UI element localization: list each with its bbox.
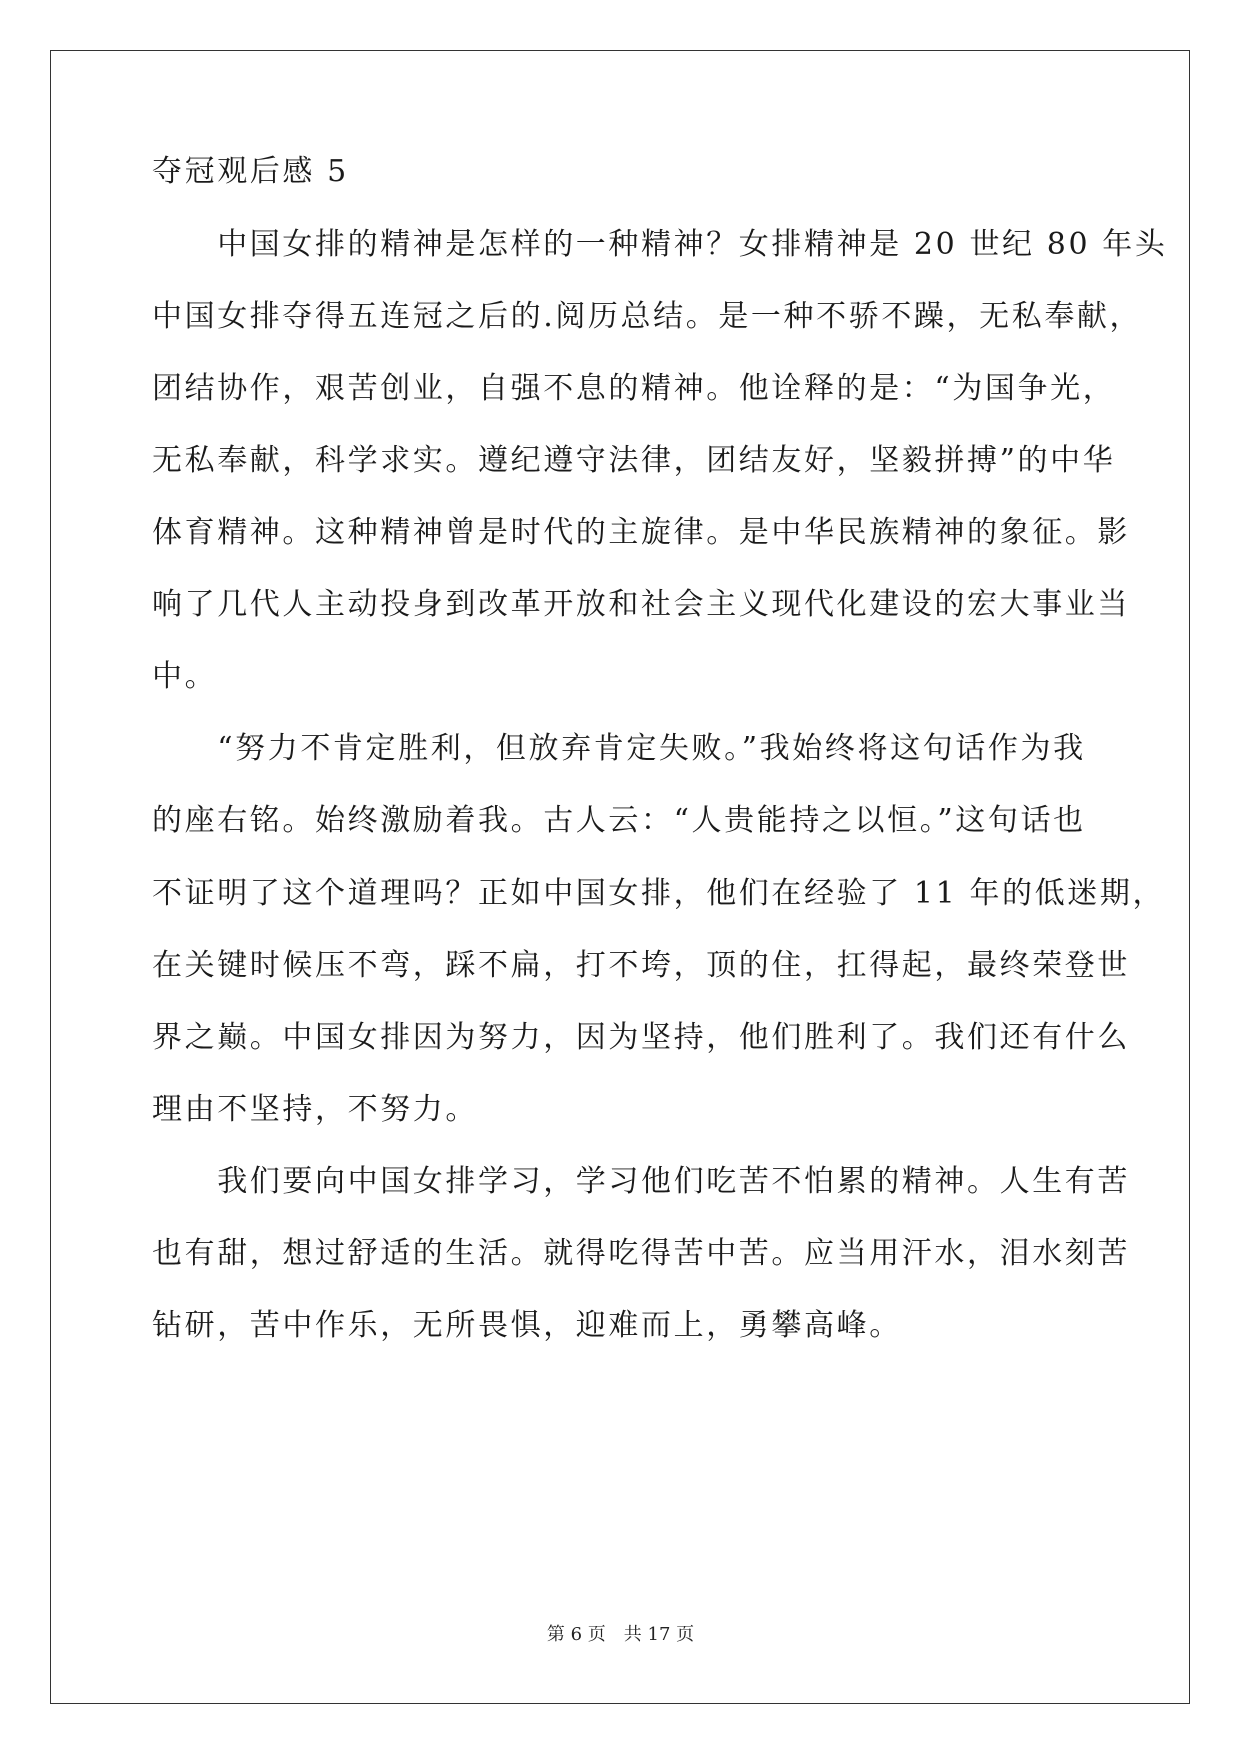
paragraph-line: 的座右铭。始终激励着我。古人云：“人贵能持之以恒。”这句话也 <box>152 803 1086 838</box>
paragraph-line: 中国女排的精神是怎样的一种精神？女排精神是 20 世纪 80 年头 <box>152 227 1168 262</box>
paragraph-line: “努力不肯定胜利，但放弃肯定失败。”我始终将这句话作为我 <box>152 731 1086 766</box>
paragraph-line: 中国女排夺得五连冠之后的.阅历总结。是一种不骄不躁，无私奉献， <box>152 299 1143 334</box>
paragraph-line: 中。 <box>152 659 218 694</box>
paragraph-line: 钻研，苦中作乐，无所畏惧，迎难而上，勇攀高峰。 <box>152 1308 902 1343</box>
paragraph-line: 在关键时候压不弯，踩不扁，打不垮，顶的住，扛得起，最终荣登世 <box>152 948 1130 983</box>
paragraph-line: 也有甜，想过舒适的生活。就得吃得苦中苦。应当用汗水，泪水刻苦 <box>152 1236 1130 1271</box>
paragraph-line: 不证明了这个道理吗？正如中国女排，他们在经验了 11 年的低迷期， <box>152 876 1166 911</box>
paragraph-line: 响了几代人主动投身到改革开放和社会主义现代化建设的宏大事业当 <box>152 587 1130 622</box>
paragraph-line: 无私奉献，科学求实。遵纪遵守法律，团结友好，坚毅拼搏”的中华 <box>152 443 1116 478</box>
page-footer: 第 6 页 共 17 页 <box>546 1624 695 1645</box>
paragraph-line: 团结协作，艰苦创业，自强不息的精神。他诠释的是：“为国争光， <box>152 371 1116 406</box>
paragraph-line: 体育精神。这种精神曾是时代的主旋律。是中华民族精神的象征。影 <box>152 515 1130 550</box>
paragraph-line: 我们要向中国女排学习，学习他们吃苦不怕累的精神。人生有苦 <box>152 1164 1130 1199</box>
paragraph-line: 理由不坚持，不努力。 <box>152 1092 478 1127</box>
document-title: 夺冠观后感 5 <box>152 154 349 189</box>
paragraph-line: 界之巅。中国女排因为努力，因为坚持，他们胜利了。我们还有什么 <box>152 1020 1130 1055</box>
